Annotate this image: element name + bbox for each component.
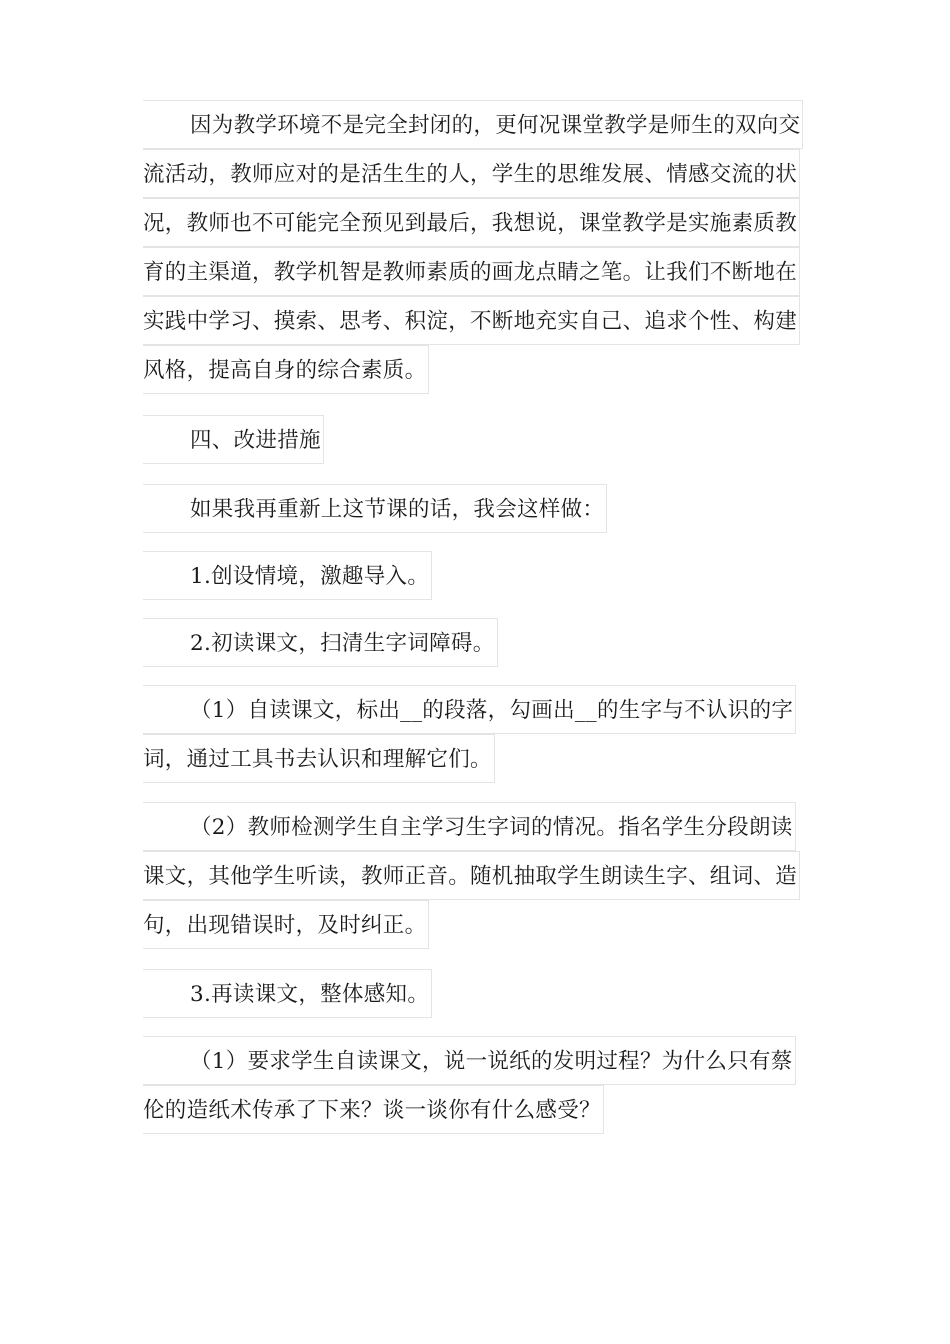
paragraph-reflection <box>143 100 803 394</box>
text-line: （2）教师检测学生自主学习生字词的情况。指名学生分段朗读 <box>143 802 796 851</box>
text-line: 如果我再重新上这节课的话，我会这样做： <box>143 484 607 533</box>
text-line: 2.初读课文，扫清生字词障碍。 <box>143 618 498 667</box>
list-item-1 <box>143 551 432 600</box>
text-line: 因为教学环境不是完全封闭的，更何况课堂教学是师生的双向交 <box>143 100 803 149</box>
text-line: 实践中学习、摸索、思考、积淀，不断地充实自己、追求个性、构建 <box>143 296 800 345</box>
sub-item-2-2 <box>143 802 800 949</box>
text-line: 3.再读课文，整体感知。 <box>143 969 432 1018</box>
list-item-3 <box>143 969 432 1018</box>
text-line: 育的主渠道，教学机智是教师素质的画龙点睛之笔。让我们不断地在 <box>143 247 800 296</box>
sub-item-2-1 <box>143 685 796 783</box>
text-line: 1.创设情境，激趣导入。 <box>143 551 432 600</box>
text-line: （1）要求学生自读课文，说一说纸的发明过程？为什么只有蔡 <box>143 1036 796 1085</box>
section-heading <box>143 415 324 464</box>
paragraph-intro <box>143 484 607 533</box>
sub-item-3-1 <box>143 1036 796 1134</box>
text-line: 伦的造纸术传承了下来？谈一谈你有什么感受？ <box>143 1085 604 1134</box>
text-line: 词，通过工具书去认识和理解它们。 <box>143 734 495 783</box>
text-line: 况，教师也不可能完全预见到最后，我想说，课堂教学是实施素质教 <box>143 198 800 247</box>
list-item-2 <box>143 618 498 667</box>
text-line: 课文，其他学生听读，教师正音。随机抽取学生朗读生字、组词、造 <box>143 851 800 900</box>
text-line: 句，出现错误时，及时纠正。 <box>143 900 429 949</box>
text-line: 流活动，教师应对的是活生生的人，学生的思维发展、情感交流的状 <box>143 149 800 198</box>
heading-text: 四、改进措施 <box>143 415 324 464</box>
text-line: 风格，提高自身的综合素质。 <box>143 345 429 394</box>
text-line: （1）自读课文，标出__的段落，勾画出__的生字与不认识的字 <box>143 685 796 734</box>
